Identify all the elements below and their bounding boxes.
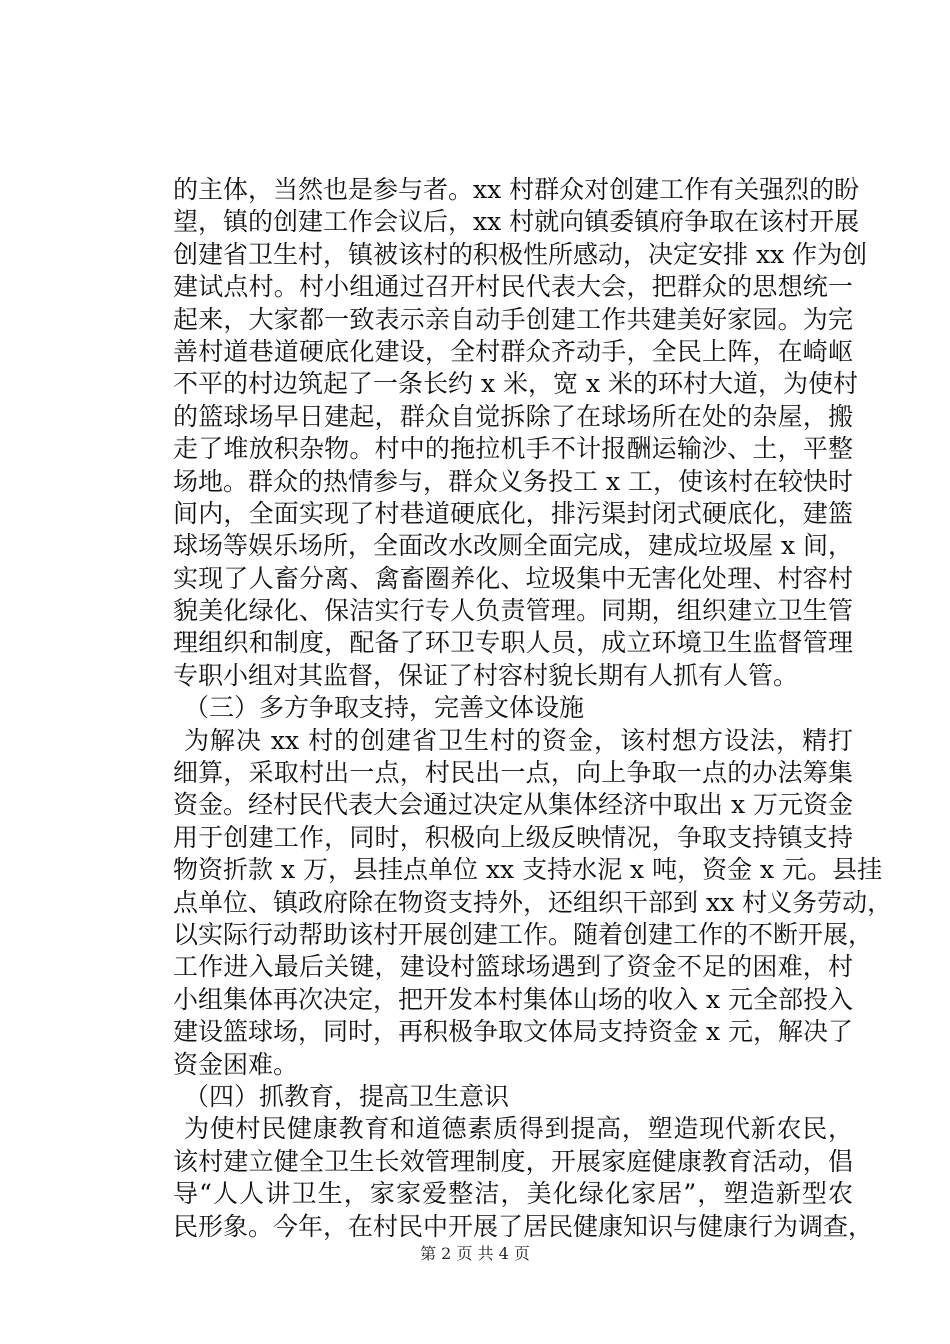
text-line: 球场等娱乐场所，全面改水改厕全面完成，建成垃圾屋 x 间， [173, 531, 853, 561]
text-line: 建试点村。村小组通过召开村民代表大会，把群众的思想统一 [173, 272, 853, 302]
text-line: 的篮球场早日建起，群众自觉拆除了在球场所在处的杂屋，搬 [173, 401, 853, 431]
text-line: 导“人人讲卫生，家家爱整洁，美化绿化家居”，塑造新型农 [173, 1179, 853, 1209]
text-line: 走了堆放积杂物。村中的拖拉机手不计报酬运输沙、土，平整 [173, 434, 853, 464]
text-line: 实现了人畜分离、禽畜圈养化、垃圾集中无害化处理、村容村 [173, 563, 853, 593]
text-line: 用于创建工作，同时，积极向上级反映情况，争取支持镇支持 [173, 822, 853, 852]
text-line: 理组织和制度，配备了环卫专职人员，成立环境卫生监督管理 [173, 628, 853, 658]
text-line: 创建省卫生村，镇被该村的积极性所感动，决定安排 xx 作为创 [173, 239, 868, 269]
text-line: 建设篮球场，同时，再积极争取文体局支持资金 x 元，解决了 [173, 1017, 853, 1047]
text-line: 起来，大家都一致表示亲自动手创建工作共建美好家园。为完 [173, 304, 853, 334]
page-footer [0, 1244, 950, 1264]
text-line: 细算，采取村出一点，村民出一点，向上争取一点的办法筹集 [173, 758, 853, 788]
text-line: 以实际行动帮助该村开展创建工作。随着创建工作的不断开展， [173, 919, 874, 949]
text-line: 该村建立健全卫生长效管理制度，开展家庭健康教育活动，倡 [173, 1146, 853, 1176]
text-line: 间内，全面实现了村巷道硬底化，排污渠封闭式硬底化，建篮 [173, 498, 853, 528]
page-number: 第 2 页 共 4 页 [420, 1244, 530, 1263]
text-line: 场地。群众的热情参与，群众义务投工 x 工，使该村在较快时 [173, 466, 853, 496]
text-line: 资金困难。 [173, 1049, 299, 1079]
section-heading: （三）多方争取支持，完善文体设施 [184, 693, 585, 723]
text-line: 为解决 xx 村的创建省卫生村的资金，该村想方设法，精打 [184, 725, 853, 755]
text-line: 善村道巷道硬底化建设，全村群众齐动手，全民上阵，在崎岖 [173, 336, 853, 366]
document-body [173, 174, 893, 1243]
text-line: 望，镇的创建工作会议后，xx 村就向镇委镇府争取在该村开展 [173, 207, 860, 237]
text-line: 不平的村边筑起了一条长约 x 米，宽 x 米的环村大道，为使村 [173, 369, 858, 399]
text-line: 貌美化绿化、保洁实行专人负责管理。同期，组织建立卫生管 [173, 596, 853, 626]
text-line: 民形象。今年，在村民中开展了居民健康知识与健康行为调查， [173, 1211, 874, 1241]
text-line: 小组集体再次决定，把开发本村集体山场的收入 x 元全部投入 [173, 984, 853, 1014]
text-line: 为使村民健康教育和道德素质得到提高，塑造现代新农民， [184, 1114, 853, 1144]
text-line: 专职小组对其监督，保证了村容村貌长期有人抓有人管。 [173, 660, 799, 690]
text-line: 工作进入最后关键，建设村篮球场遇到了资金不足的困难，村 [173, 952, 853, 982]
text-line: 点单位、镇政府除在物资支持外，还组织干部到 xx 村义务劳动， [173, 887, 893, 917]
text-line: 物资折款 x 万，县挂点单位 xx 支持水泥 x 吨，资金 x 元。县挂 [173, 855, 883, 885]
section-heading: （四）抓教育，提高卫生意识 [184, 1081, 510, 1111]
text-line: 的主体，当然也是参与者。xx 村群众对创建工作有关强烈的盼 [173, 175, 860, 204]
text-line: 资金。经村民代表大会通过决定从集体经济中取出 x 万元资金 [173, 790, 853, 820]
